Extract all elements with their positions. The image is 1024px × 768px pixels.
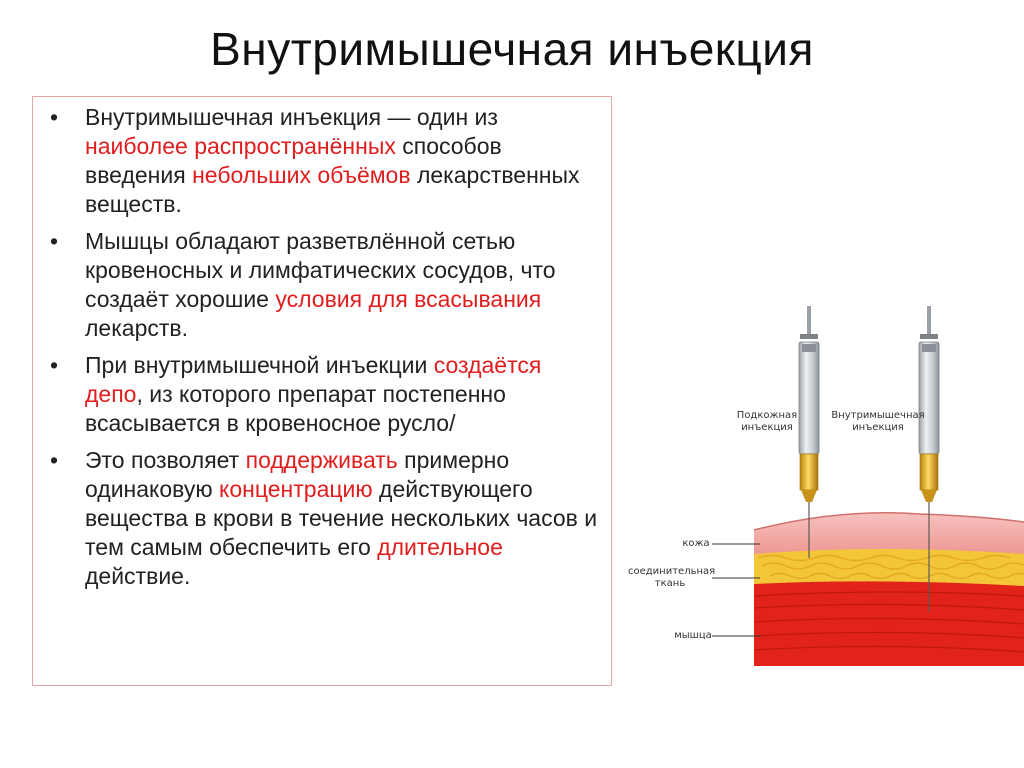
muscle-label: мышца [674,630,712,641]
highlighted-text: поддерживать [245,447,398,473]
bullet-text: действие. [85,563,191,589]
bullet-text: При внутримышечной инъекции [85,352,434,378]
intramuscular-label: Внутримышечная инъекция [831,410,925,433]
bullet-marker: • [50,228,59,254]
highlighted-text: наиболее распространённых [85,133,396,159]
highlighted-text: условия для всасывания [275,286,542,312]
bullet-item [41,103,603,219]
bullet-text: Это позволяет [85,447,246,473]
skin-label: кожа [682,538,710,549]
injection-diagram [620,290,1024,690]
highlighted-text: создаётся депо [85,352,542,407]
bullet-text: примерно одинаковую [85,447,510,502]
bullet-marker: • [50,104,59,130]
subcutaneous-label: Подкожная инъекция [736,410,798,433]
bullet-text: Мышцы обладают разветвлённой сетью кровеносных и лимфатических сосудов, что создаёт хорошие [85,228,556,312]
bullet-item [41,446,603,591]
connective-tissue-label: соединительная ткань [628,566,716,589]
bullet-list [41,103,603,591]
bullet-marker: • [50,447,59,473]
skin-layer [754,513,1024,554]
bullet-item [41,227,603,343]
bullet-marker: • [50,352,59,378]
bullet-text: действующего вещества в крови в течение нескольких часов и тем самым обеспечить его [85,476,598,560]
bullet-text: способов введения [85,133,502,188]
bullet-item [41,351,603,438]
connective-tissue-layer [754,547,1024,586]
bullet-text-box [32,96,612,686]
bullet-text: лекарств. [85,315,189,341]
highlighted-text: длительное [377,534,503,560]
highlighted-text: концентрацию [219,476,373,502]
bullet-text: лекарственных веществ. [85,162,580,217]
slide-title: Внутримышечная инъекция [210,23,814,75]
bullet-text: , из которого препарат постепенно всасывается в кровеносное русло/ [85,381,506,436]
highlighted-text: небольших объёмов [192,162,411,188]
bullet-text: Внутримышечная инъекция — один из [85,104,498,130]
